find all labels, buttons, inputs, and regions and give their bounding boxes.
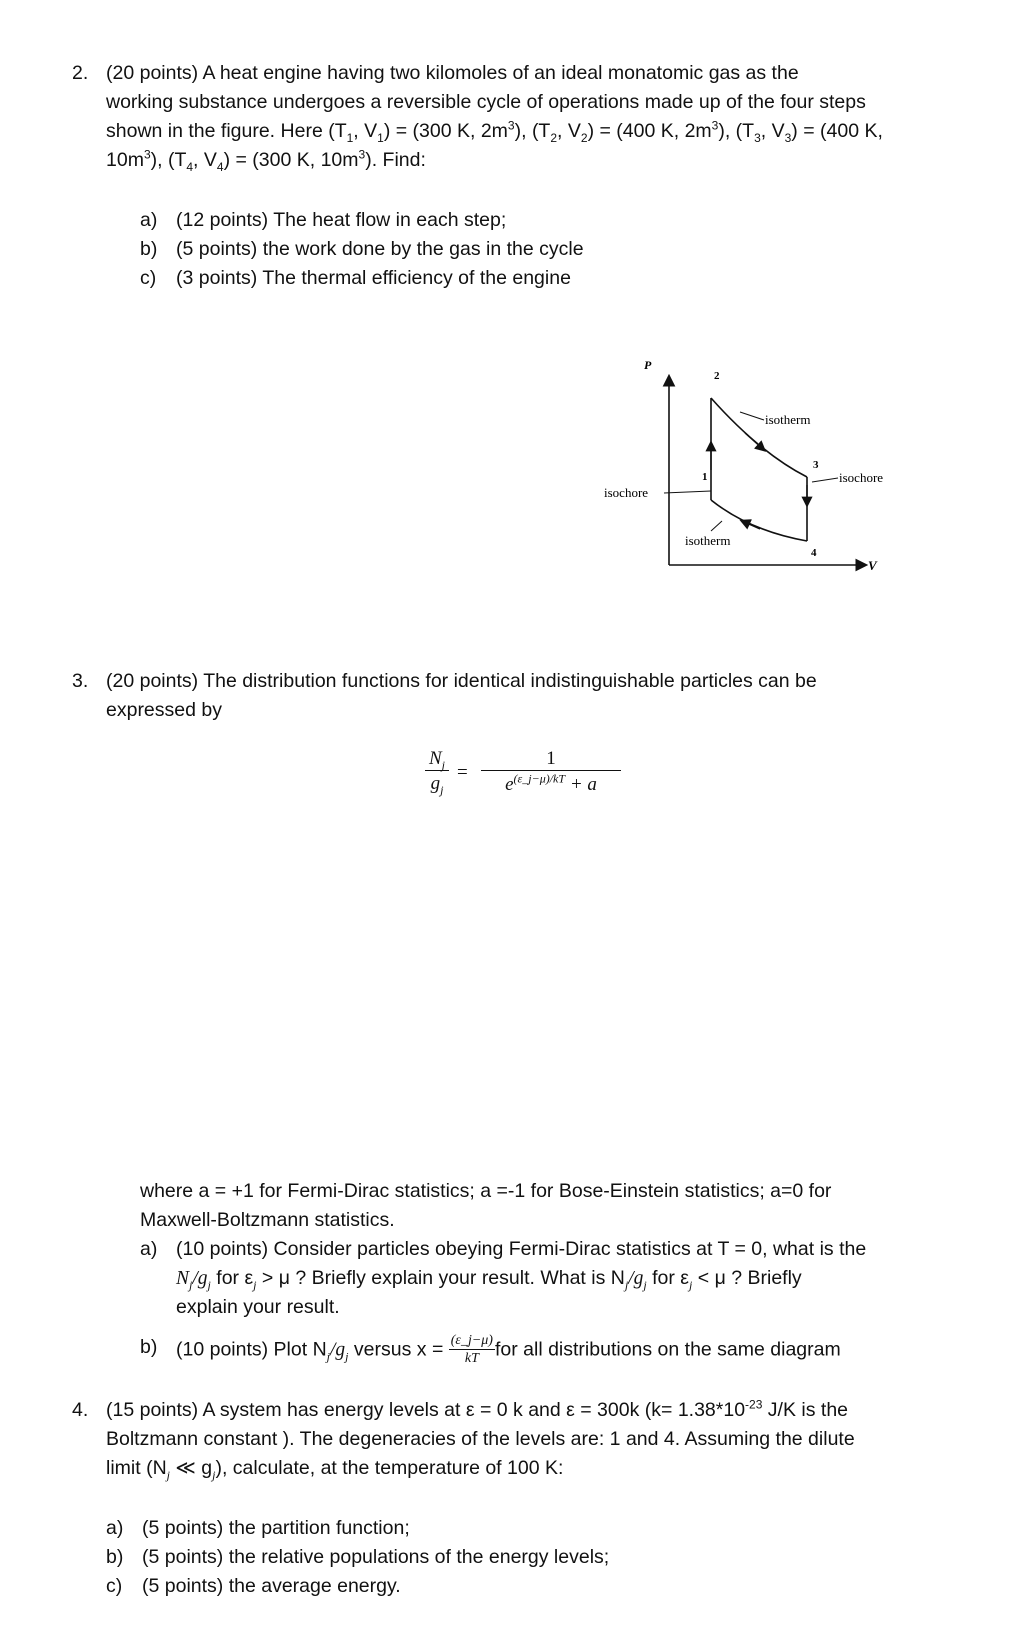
part-label: a)	[106, 1517, 124, 1539]
question-2-number: 2.	[72, 62, 89, 84]
part-a-line-3: explain your result.	[176, 1296, 340, 1318]
distribution-equation	[425, 748, 625, 808]
where-line-1: where a = +1 for Fermi-Dirac statistics; a =-1 for Bose-Einstein statistics; a=0 for	[140, 1180, 832, 1202]
eq-rhs: 1 $e^{(\varepsilon\_j-\mu)/kT} + a$	[481, 748, 621, 799]
part-text: (5 points) the partition function;	[142, 1517, 410, 1539]
question-2-line-1: (20 points) A heat engine having two kilomoles of an ideal monatomic gas as the	[106, 62, 799, 84]
part-text: (12 points) The heat flow in each step;	[176, 209, 507, 231]
part-label: b)	[140, 238, 158, 260]
part-text: (3 points) The thermal efficiency of the engine	[176, 267, 571, 289]
part-label: c)	[106, 1575, 123, 1597]
isotherm-2-3	[711, 398, 807, 477]
part-label: c)	[140, 267, 157, 289]
point-label-1: 1	[702, 471, 708, 483]
question-4-line-1: (15 points) A system has energy levels at ε = 0 k and ε = 300k ($k= 1.38*10^{-23}$ J/K is the	[106, 1397, 849, 1421]
isochore-label-left: isochore	[604, 485, 649, 500]
part-label: a)	[140, 209, 158, 231]
question-2-line-4: $10m^3$), ($T_4$, $V_4) = (300$ K, $10m^3$). Find:	[106, 147, 426, 174]
pointer-isochore-right	[812, 478, 838, 482]
arrow-2-3	[745, 433, 764, 450]
part-a-line-1: (10 points) Consider particles obeying Fermi-Dirac statistics at T = 0, what is the	[176, 1238, 867, 1260]
question-2-line-2: working substance undergoes a reversible cycle of operations made up of the four steps	[106, 91, 866, 113]
question-3-line-1: (20 points) The distribution functions for identical indistinguishable particles can be	[106, 670, 817, 692]
v-axis-label: V	[868, 558, 877, 573]
arrow-4-1	[742, 521, 760, 529]
question-2-line-3: shown in the figure. Here ($T_1$, $V_1) = (300$ K, $2m^3$), ($T_2$, $V_2) = (400$ K, $2m^3$), ($T_3$, $V_3) = (400$ K,	[106, 118, 883, 145]
pointer-isotherm-top	[740, 412, 764, 420]
p-axis-label: P	[644, 358, 652, 372]
question-3-number: 3.	[72, 670, 89, 692]
isotherm-label-top: isotherm	[765, 412, 811, 427]
eq-equals: =	[457, 762, 468, 783]
pointer-isochore-left	[664, 491, 711, 493]
pointer-isotherm-bottom	[711, 521, 722, 531]
pv-diagram	[580, 355, 910, 585]
part-text: (5 points) the average energy.	[142, 1575, 401, 1597]
point-label-4: 4	[811, 547, 817, 559]
point-label-2: 2	[714, 370, 720, 382]
isotherm-label-bottom: isotherm	[685, 533, 731, 548]
part-a-line-2: $N_j/g_j$ for $\varepsilon_j > \mu$ ? Briefly explain your result. What is $N_j/g_j$ for $\varepsilon_j < \mu$ ? Briefly	[176, 1267, 802, 1292]
part-label: a)	[140, 1238, 158, 1260]
point-label-3: 3	[813, 459, 819, 471]
part-b-text: (10 points) Plot $N_j/g_j$ versus x = $\frac{(\varepsilon\_j-\mu)}{kT}$ for all distributions on the same diagram	[176, 1333, 841, 1366]
part-text: (5 points) the work done by the gas in the cycle	[176, 238, 584, 260]
question-3-line-2: expressed by	[106, 699, 222, 721]
eq-lhs: $N_j$ $g_j$	[425, 748, 449, 797]
part-text: (5 points) the relative populations of the energy levels;	[142, 1546, 610, 1568]
question-4-number: 4.	[72, 1399, 89, 1421]
isochore-label-right: isochore	[839, 470, 884, 485]
part-label: b)	[106, 1546, 124, 1568]
question-4-line-3: limit ($N_j$ ≪ $g_j$), calculate, at the temperature of 100 K:	[106, 1457, 564, 1482]
question-4-line-2: Boltzmann constant ). The degeneracies of the levels are: 1 and 4. Assuming the dilute	[106, 1428, 855, 1450]
x-fraction: $\frac{(\varepsilon\_j-\mu)}{kT}$	[450, 1333, 493, 1366]
where-line-2: Maxwell-Boltzmann statistics.	[140, 1209, 395, 1231]
part-label: b)	[140, 1336, 158, 1358]
